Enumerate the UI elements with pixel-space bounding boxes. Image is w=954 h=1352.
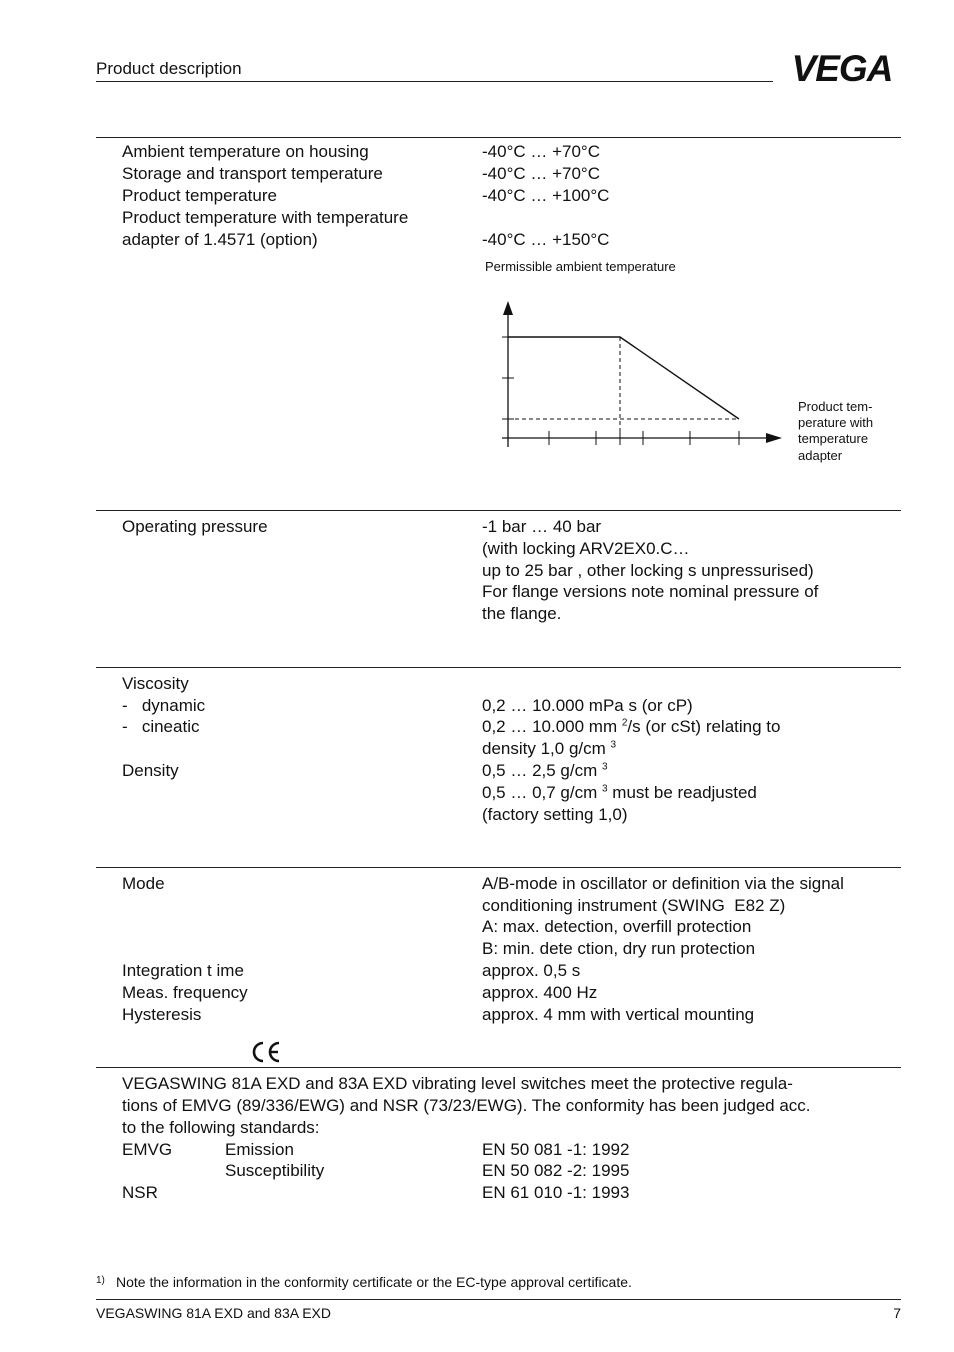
diagram-title: Permissible ambient temperature bbox=[485, 259, 676, 274]
label-product-temp-adapter-1: Product temperature with temperature bbox=[122, 208, 409, 227]
superscript: 3 bbox=[602, 761, 608, 773]
value-cineatic-unit: /s (or cSt) relating to bbox=[627, 717, 781, 736]
standard-norm-susceptibility: EN 50 082 -2: 1995 bbox=[482, 1161, 630, 1180]
mode-line: B: min. dete ction, dry run protection bbox=[482, 939, 756, 958]
svg-text:VEGA: VEGA bbox=[791, 50, 893, 84]
conformity-text-line: to the following standards: bbox=[122, 1118, 320, 1137]
label-cineatic: - cineatic bbox=[122, 717, 200, 736]
footnote-text: Note the information in the conformity certificate or the EC-type approval certificate. bbox=[116, 1274, 632, 1290]
standard-norm-nsr: EN 61 010 -1: 1993 bbox=[482, 1183, 630, 1202]
footer-doc-title: VEGASWING 81A EXD and 83A EXD bbox=[96, 1305, 331, 1321]
conformity-text-line: VEGASWING 81A EXD and 83A EXD vibrating level switches meet the protective regula- bbox=[122, 1074, 793, 1093]
diagram-x-arrow bbox=[766, 433, 782, 443]
label-mode: Mode bbox=[122, 874, 165, 893]
value-cineatic bbox=[482, 716, 780, 738]
superscript: 2 bbox=[621, 717, 628, 729]
diagram-y-arrow bbox=[503, 301, 513, 315]
value-product-temp-adapter: -40°C … +150°C bbox=[482, 230, 610, 249]
diagram-axis-note-2: perature with bbox=[798, 415, 874, 430]
density-range: 0,5 … 2,5 g/cm bbox=[482, 761, 598, 780]
section-title: Product description bbox=[96, 59, 242, 78]
value-factory-setting: (factory setting 1,0) bbox=[482, 805, 628, 824]
standard-group-nsr: NSR bbox=[122, 1183, 158, 1202]
density-readjust-range: 0,5 … 0,7 g/cm bbox=[482, 783, 598, 802]
diagram-axis-note-4: adapter bbox=[798, 448, 843, 463]
pressure-line: For flange versions note nominal pressure of bbox=[482, 582, 819, 601]
section-rule bbox=[96, 1067, 901, 1068]
footnote-marker: 1) bbox=[96, 1275, 105, 1286]
standard-type-emission: Emission bbox=[225, 1140, 294, 1159]
diagram-axis-note-3: temperature bbox=[798, 431, 869, 446]
value-integration-time: approx. 0,5 s bbox=[482, 961, 581, 980]
label-viscosity: Viscosity bbox=[122, 674, 189, 693]
footer-rule bbox=[96, 1299, 901, 1300]
standard-type-susceptibility: Susceptibility bbox=[225, 1161, 325, 1180]
value-meas-frequency: approx. 400 Hz bbox=[482, 983, 598, 1002]
label-integration-time: Integration t ime bbox=[122, 961, 244, 980]
header-rule bbox=[96, 81, 773, 82]
mode-line: A: max. detection, overfill protection bbox=[482, 917, 752, 936]
superscript: 3 bbox=[610, 739, 617, 751]
label-product-temp-adapter-2: adapter of 1.4571 (option) bbox=[122, 230, 318, 249]
ce-mark-icon bbox=[250, 1040, 282, 1064]
vega-logo bbox=[783, 50, 901, 84]
section-rule bbox=[96, 667, 901, 668]
diagram-axis-note-1: Product tem- bbox=[798, 399, 873, 414]
pressure-line: -1 bar … 40 bar bbox=[482, 517, 602, 536]
value-ambient-temp: -40°C … +70°C bbox=[482, 142, 601, 161]
label-product-temp: Product temperature bbox=[122, 186, 277, 205]
value-storage-temp: -40°C … +70°C bbox=[482, 164, 601, 183]
value-cineatic-range: 0,2 … 10.000 mm bbox=[482, 717, 618, 736]
standard-group-emvg: EMVG bbox=[122, 1140, 173, 1159]
pressure-line: the flange. bbox=[482, 604, 562, 623]
label-storage-temp: Storage and transport temperature bbox=[122, 164, 383, 183]
section-rule bbox=[96, 137, 901, 138]
mode-line: conditioning instrument (SWING E82 Z) bbox=[482, 896, 786, 915]
value-product-temp: -40°C … +100°C bbox=[482, 186, 610, 205]
label-hysteresis: Hysteresis bbox=[122, 1005, 202, 1024]
value-density-reference bbox=[482, 738, 616, 760]
standard-norm-emission: EN 50 081 -1: 1992 bbox=[482, 1140, 630, 1159]
temperature-derating-diagram bbox=[490, 295, 790, 455]
section-rule bbox=[96, 510, 901, 511]
superscript: 3 bbox=[602, 783, 608, 795]
value-dynamic: 0,2 … 10.000 mPa s (or cP) bbox=[482, 696, 693, 715]
label-density: Density bbox=[122, 761, 179, 780]
label-dynamic: - dynamic bbox=[122, 696, 206, 715]
density-reference-text: density 1,0 g/cm bbox=[482, 739, 606, 758]
value-hysteresis: approx. 4 mm with vertical mounting bbox=[482, 1005, 755, 1024]
value-density-readjust bbox=[482, 782, 757, 804]
label-operating-pressure: Operating pressure bbox=[122, 517, 268, 536]
page-number: 7 bbox=[893, 1305, 901, 1321]
pressure-line: (with locking ARV2EX0.C… bbox=[482, 539, 690, 558]
diagram-derating-curve bbox=[508, 337, 739, 419]
label-ambient-temp: Ambient temperature on housing bbox=[122, 142, 369, 161]
section-rule bbox=[96, 867, 901, 868]
mode-line: A/B-mode in oscillator or definition via the signal bbox=[482, 874, 844, 893]
conformity-text-line: tions of EMVG (89/336/EWG) and NSR (73/23/EWG). The conformity has been judged acc. bbox=[122, 1096, 811, 1115]
label-meas-frequency: Meas. frequency bbox=[122, 983, 248, 1002]
density-readjust-note: must be readjusted bbox=[607, 783, 757, 802]
pressure-line: up to 25 bar , other locking s unpressurised) bbox=[482, 561, 814, 580]
value-density bbox=[482, 760, 608, 782]
